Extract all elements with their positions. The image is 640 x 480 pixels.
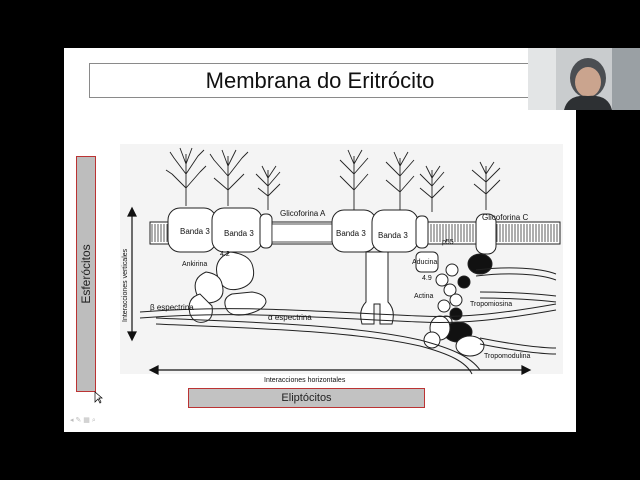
horizontal-interactions-label: Interacciones horizontales (264, 377, 346, 384)
actina-label: Actina (414, 293, 434, 300)
pen-icon[interactable]: ✎ (75, 417, 82, 424)
glicoforina-a-label: Glicoforina A (280, 209, 326, 218)
aducina-label: Aducina (412, 259, 438, 266)
protein-49-label: 4.9 (422, 275, 432, 282)
esferocitos-label: Esferócitos (79, 244, 93, 304)
zoom-icon[interactable]: ⌕ (91, 417, 96, 424)
slide-title: Membrana do Eritrócito (205, 67, 435, 93)
presentation-slide (64, 48, 576, 432)
vertical-interactions-label: Interacciones verticales (122, 248, 129, 322)
tropomodulina-label: Tropomodulina (484, 353, 531, 360)
membrane-diagram (120, 144, 563, 384)
slide-nav-icon[interactable]: ◂ (70, 417, 74, 424)
glicoforina-c-label: Glicoforina C (482, 213, 529, 222)
eliptocitos-label: Eliptócitos (281, 392, 332, 404)
slide-title-box (89, 63, 551, 98)
beta-espectrina-label: β espectrina (150, 303, 194, 312)
esferocitos-box (76, 156, 96, 392)
banda3-label-1: Banda 3 (180, 227, 210, 236)
horizontal-interactions-arrow (150, 366, 530, 374)
tropomiosina-label: Tropomiosina (470, 301, 513, 308)
vertical-interactions-arrow (128, 208, 136, 340)
ankirina-label: Ankirina (182, 261, 208, 268)
banda3-label-3: Banda 3 (336, 229, 366, 238)
glicoforina-a (272, 224, 332, 242)
protein-42-label: 4.2 (220, 251, 230, 258)
alfa-espectrina-label: α espectrina (268, 313, 312, 322)
p55-label: p55 (442, 239, 454, 246)
banda3-center-pair (332, 210, 428, 324)
mouse-cursor-icon (95, 392, 103, 404)
slide-footer-toolbar (70, 416, 96, 425)
glycan-trees (166, 148, 500, 212)
banda3-label-4: Banda 3 (378, 231, 408, 240)
grid-icon[interactable]: ▦ (83, 417, 90, 424)
banda3-label-2: Banda 3 (224, 229, 254, 238)
eliptocitos-box (188, 388, 425, 408)
webcam-thumbnail (528, 48, 640, 110)
